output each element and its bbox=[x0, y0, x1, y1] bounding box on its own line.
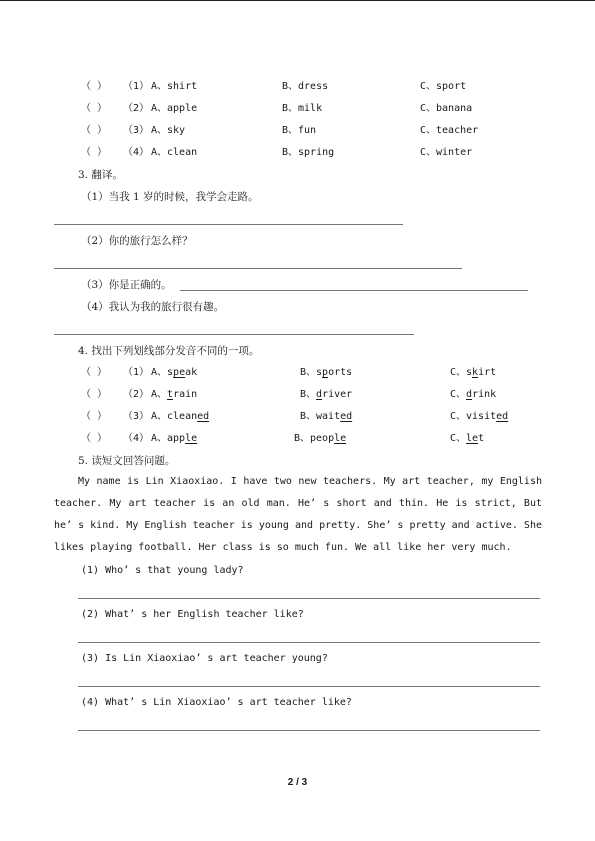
answer-line[interactable] bbox=[78, 730, 540, 731]
option-b: B、people bbox=[294, 433, 347, 444]
translation-prompt: （1）当我 1 岁的时候，我学会走路。 bbox=[81, 191, 259, 203]
underlined-letters: t bbox=[167, 389, 174, 400]
item-number: （2） bbox=[123, 389, 150, 400]
option-c: C、banana bbox=[420, 103, 473, 114]
option-a: A、speak bbox=[151, 367, 198, 378]
option-c: C、teacher bbox=[420, 125, 479, 136]
option-b: B、milk bbox=[282, 103, 323, 114]
option-b: B、fun bbox=[282, 125, 317, 136]
option-b: B、spring bbox=[282, 147, 335, 158]
section5-heading: 5. 读短文回答问题。 bbox=[78, 455, 176, 467]
option-a: A、shirt bbox=[151, 81, 198, 92]
answer-bracket[interactable]: （ ） bbox=[81, 125, 108, 136]
answer-line[interactable] bbox=[54, 268, 462, 269]
reading-passage: My name is Lin Xiaoxiao. I have two new teachers. My art teacher, my English teacher. My art teacher is an old man. He’ s short and thin. He is strict, But he’ s kind. My English teacher is young and pretty. She’ s pretty and active. She likes playing football. Her class is so much fun. We all like her very much. bbox=[54, 476, 542, 553]
option-b: B、waited bbox=[300, 411, 353, 422]
option-a: A、apple bbox=[151, 433, 198, 444]
option-b: B、driver bbox=[300, 389, 353, 400]
option-a: A、apple bbox=[151, 103, 198, 114]
item-number: （4） bbox=[123, 147, 150, 158]
answer-line[interactable] bbox=[54, 224, 403, 225]
option-b: B、dress bbox=[282, 81, 329, 92]
option-a: A、sky bbox=[151, 125, 186, 136]
option-c: C、visited bbox=[450, 411, 509, 422]
underlined-letters: pe bbox=[173, 367, 186, 378]
answer-line[interactable] bbox=[78, 686, 540, 687]
underlined-letters: le bbox=[334, 433, 347, 444]
underlined-letters: d bbox=[466, 389, 473, 400]
underlined-letters: p bbox=[322, 367, 329, 378]
answer-line[interactable] bbox=[78, 642, 540, 643]
answer-line[interactable] bbox=[180, 290, 528, 291]
answer-bracket[interactable]: （ ） bbox=[81, 411, 108, 422]
underlined-letters: le bbox=[466, 433, 479, 444]
option-c: C、skirt bbox=[450, 367, 497, 378]
answer-bracket[interactable]: （ ） bbox=[81, 103, 108, 114]
question: (4) What’ s Lin Xiaoxiao’ s art teacher like? bbox=[81, 697, 352, 708]
translation-prompt: （4）我认为我的旅行很有趣。 bbox=[81, 301, 225, 313]
item-number: （1） bbox=[123, 367, 150, 378]
answer-bracket[interactable]: （ ） bbox=[81, 81, 108, 92]
question: (1) Who’ s that young lady? bbox=[81, 565, 244, 576]
header-rule bbox=[0, 0, 595, 1]
answer-bracket[interactable]: （ ） bbox=[81, 367, 108, 378]
question: (2) What’ s her English teacher like? bbox=[81, 609, 304, 620]
option-c: C、winter bbox=[420, 147, 473, 158]
underlined-letters: ed bbox=[197, 411, 210, 422]
translation-prompt: （2）你的旅行怎么样？ bbox=[81, 235, 193, 247]
answer-bracket[interactable]: （ ） bbox=[81, 433, 108, 444]
answer-bracket[interactable]: （ ） bbox=[81, 389, 108, 400]
page-number: 2 / 3 bbox=[287, 777, 308, 788]
section3-heading: 3. 翻译。 bbox=[78, 169, 123, 181]
item-number: （3） bbox=[123, 125, 150, 136]
underlined-letters: d bbox=[316, 389, 323, 400]
option-a: A、cleaned bbox=[151, 411, 210, 422]
answer-line[interactable] bbox=[54, 334, 414, 335]
item-number: （1） bbox=[123, 81, 150, 92]
option-c: C、drink bbox=[450, 389, 497, 400]
option-c: C、sport bbox=[420, 81, 467, 92]
question: (3) Is Lin Xiaoxiao’ s art teacher young? bbox=[81, 653, 328, 664]
option-b: B、sports bbox=[300, 367, 353, 378]
underlined-letters: k bbox=[472, 367, 479, 378]
translation-prompt: （3）你是正确的。 bbox=[81, 279, 172, 291]
underlined-letters: ed bbox=[496, 411, 509, 422]
item-number: （3） bbox=[123, 411, 150, 422]
option-c: C、let bbox=[450, 433, 485, 444]
underlined-letters: ed bbox=[340, 411, 353, 422]
option-a: A、train bbox=[151, 389, 198, 400]
option-a: A、clean bbox=[151, 147, 198, 158]
section4-heading: 4. 找出下列划线部分发音不同的一项。 bbox=[78, 345, 260, 357]
answer-line[interactable] bbox=[78, 598, 540, 599]
item-number: （4） bbox=[123, 433, 150, 444]
item-number: （2） bbox=[123, 103, 150, 114]
answer-bracket[interactable]: （ ） bbox=[81, 147, 108, 158]
underlined-letters: le bbox=[185, 433, 198, 444]
